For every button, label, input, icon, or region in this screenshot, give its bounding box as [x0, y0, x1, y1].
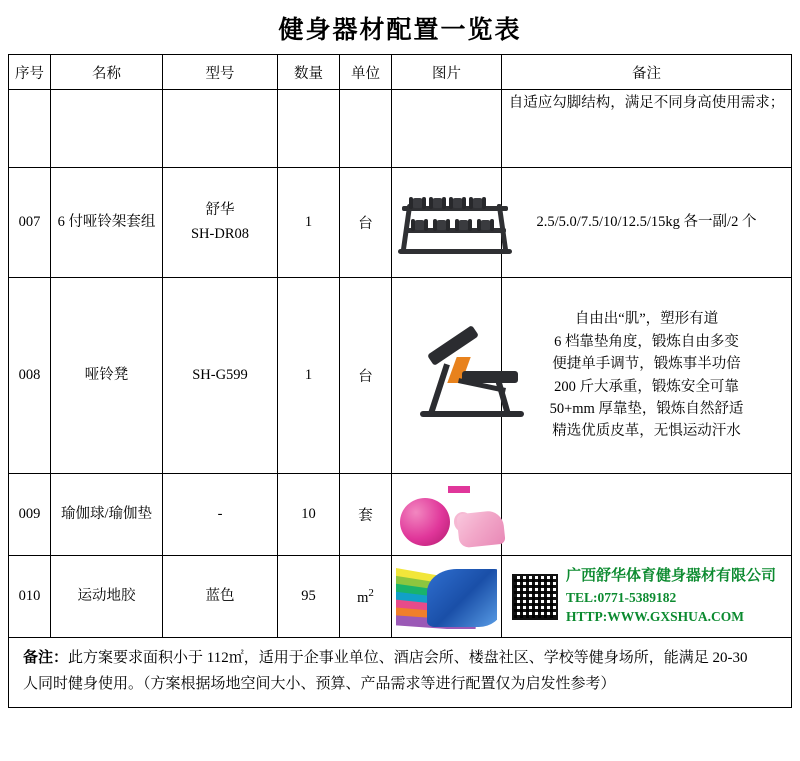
column-header-seq: 序号 — [9, 55, 51, 90]
table-row — [9, 168, 792, 278]
cell-model — [163, 90, 278, 168]
company-website: HTTP:WWW.GXSHUA.COM — [566, 609, 745, 625]
cell-note — [502, 474, 792, 556]
cell-note — [502, 168, 792, 278]
cell-qty: 95 — [278, 556, 340, 638]
note-line: 自适应勾脚结构，满足不同身高使用需求； — [508, 95, 785, 111]
column-header-model: 型号 — [163, 55, 278, 90]
model-line-1: 舒华 — [205, 202, 235, 219]
remark-label: 备注： — [23, 650, 69, 666]
column-header-unit: 单位 — [340, 55, 392, 90]
table-header-row — [9, 55, 792, 90]
column-header-note: 备注 — [502, 55, 792, 90]
model-line-2: SH-DR08 — [190, 225, 249, 242]
column-header-picture: 图片 — [392, 55, 502, 90]
table-row — [9, 556, 792, 638]
cell-unit — [340, 556, 392, 638]
cell-note — [502, 556, 792, 638]
cell-unit: 套 — [340, 474, 392, 556]
cell-note — [502, 90, 792, 168]
company-name: 广西舒华体育健身器材有限公司 — [566, 568, 777, 585]
cell-model: - — [163, 474, 278, 556]
cell-name: 6 付哑铃架套组 — [51, 168, 163, 278]
company-block — [506, 566, 787, 627]
cell-picture — [392, 168, 502, 278]
cell-seq: 007 — [9, 168, 51, 278]
cell-name: 哑铃凳 — [51, 278, 163, 474]
cell-seq: 009 — [9, 474, 51, 556]
table-row — [9, 278, 792, 474]
qr-code-icon — [512, 574, 558, 620]
cell-model — [163, 168, 278, 278]
note-line: 便捷单手调节，锻炼事半功倍 — [552, 356, 741, 373]
cell-unit: 台 — [340, 278, 392, 474]
page-title: 健身器材配置一览表 — [278, 17, 522, 44]
dumbbell-rack-photo — [396, 192, 497, 254]
cell-note — [502, 278, 792, 474]
cell-name: 运动地胶 — [51, 556, 163, 638]
equipment-table — [8, 54, 792, 638]
sport-flooring-photo — [396, 565, 497, 629]
remark-text-line-2: 人同时健身使用。（方案根据场地空间大小、预算、产品需求等进行配置仅为启发性参考） — [23, 675, 616, 692]
table-row — [9, 90, 792, 168]
cell-qty: 10 — [278, 474, 340, 556]
remark-block — [8, 638, 792, 708]
cell-qty: 1 — [278, 278, 340, 474]
company-telephone: TEL:0771-5389182 — [566, 589, 677, 605]
cell-unit — [340, 90, 392, 168]
unit-exponent: 2 — [368, 586, 374, 599]
cell-unit: 台 — [340, 168, 392, 278]
cell-qty — [278, 90, 340, 168]
unit-value: m — [357, 589, 369, 606]
yoga-ball-and-mat-photo — [396, 482, 497, 548]
cell-qty: 1 — [278, 168, 340, 278]
cell-seq — [9, 90, 51, 168]
cell-picture — [392, 474, 502, 556]
adjustable-bench-photo — [396, 333, 497, 419]
note-line: 2.5/5.0/7.5/10/12.5/15kg 各一副/2 个 — [536, 214, 757, 231]
cell-model: SH-G599 — [163, 278, 278, 474]
cell-picture — [392, 556, 502, 638]
cell-model: 蓝色 — [163, 556, 278, 638]
remark-text-line-1: 此方案要求面积小于 112㎡，适用于企事业单位、酒店会所、楼盘社区、学校等健身场所，能满足 20-30 — [68, 650, 748, 666]
cell-picture — [392, 90, 502, 168]
cell-seq: 010 — [9, 556, 51, 638]
cell-name — [51, 90, 163, 168]
note-line: 6 档靠垫角度，锻炼自由多变 — [554, 333, 739, 350]
table-row — [9, 474, 792, 556]
cell-seq: 008 — [9, 278, 51, 474]
cell-picture — [392, 278, 502, 474]
note-line: 200 斤大承重，锻炼安全可靠 — [554, 378, 739, 395]
note-line: 精选优质皮革，无惧运动汗水 — [552, 423, 741, 440]
note-line: 50+mm 厚靠垫，锻炼自然舒适 — [549, 400, 744, 417]
column-header-name: 名称 — [51, 55, 163, 90]
cell-name: 瑜伽球/瑜伽垫 — [51, 474, 163, 556]
note-line: 自由出“肌”，塑形有道 — [574, 311, 719, 328]
column-header-qty: 数量 — [278, 55, 340, 90]
